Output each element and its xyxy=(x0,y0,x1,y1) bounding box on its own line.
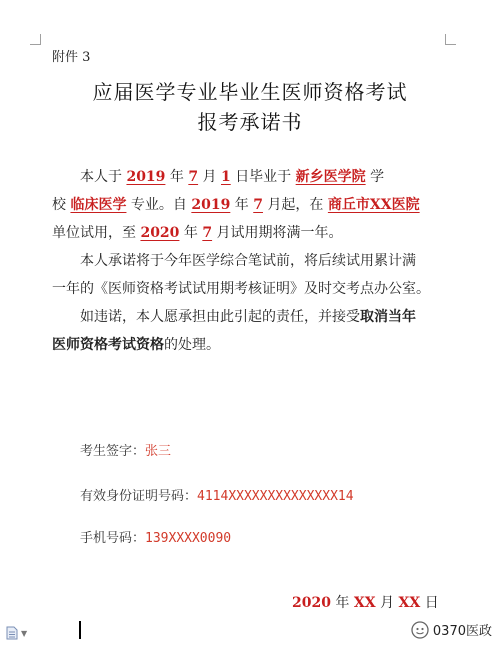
page-icon[interactable] xyxy=(6,626,18,640)
text: 月 xyxy=(380,595,395,611)
signature-name: 张三 xyxy=(145,444,172,459)
graduation-month: 7 xyxy=(188,169,199,185)
emphasis-text: 取消当年 xyxy=(360,309,416,325)
paragraph3-line1 xyxy=(52,306,416,326)
major-name: 临床医学 xyxy=(70,197,127,213)
date-line xyxy=(292,592,439,612)
text: 月起，在 xyxy=(267,197,324,213)
school-name: 新乡医学院 xyxy=(295,169,366,185)
attachment-label: 附件 3 xyxy=(52,50,91,65)
text: 年 xyxy=(169,169,184,185)
text: 本人于 xyxy=(80,169,122,185)
text: 如违诺，本人愿承担由此引起的责任，并接受 xyxy=(80,309,360,325)
text-cursor xyxy=(79,621,81,639)
text: 年 xyxy=(234,197,249,213)
paragraph1-line2 xyxy=(52,194,420,214)
watermark-text: 0370医政 xyxy=(432,624,492,639)
watermark xyxy=(411,620,492,639)
graduation-year: 2019 xyxy=(126,169,166,185)
paragraph1-line3 xyxy=(52,222,343,242)
phone-value: 139XXXX0090 xyxy=(145,531,232,546)
hospital-name: 商丘市XX医院 xyxy=(327,197,420,213)
text: 日 xyxy=(424,595,439,611)
date-month: XX xyxy=(353,595,376,611)
paragraph3-line2 xyxy=(52,334,220,354)
text: 年 xyxy=(335,595,350,611)
text: 日毕业于 xyxy=(235,169,292,185)
phone-label: 手机号码： xyxy=(80,531,146,546)
trial-start-year: 2019 xyxy=(191,197,231,213)
phone-row xyxy=(80,527,231,546)
date-day: XX xyxy=(398,595,421,611)
document-title-line2: 报考承诺书 xyxy=(197,110,303,134)
paragraph1-line1 xyxy=(52,166,384,186)
text: 年 xyxy=(183,225,198,241)
emphasis-text: 医师资格考试资格 xyxy=(52,337,164,353)
trial-start-month: 7 xyxy=(253,197,263,213)
wechat-icon xyxy=(411,621,429,639)
id-number-row xyxy=(80,485,354,504)
signature-label: 考生签字： xyxy=(80,444,146,459)
signature-row xyxy=(80,440,171,459)
document-title-line1: 应届医学专业毕业生医师资格考试 xyxy=(92,80,408,104)
id-number-value: 4114XXXXXXXXXXXXXX14 xyxy=(197,489,354,504)
text: 的处理。 xyxy=(164,337,220,353)
chevron-down-icon[interactable]: ▼ xyxy=(21,629,28,638)
paragraph2-line1: 本人承诺将于今年医学综合笔试前，将后续试用累计满 xyxy=(80,253,416,269)
page-corner-mark-right xyxy=(445,34,456,45)
paragraph2-line2: 一年的《医师资格考试试用期考核证明》及时交考点办公室。 xyxy=(52,281,430,297)
text: 月试用期将满一年。 xyxy=(216,225,343,241)
text: 学 xyxy=(370,169,385,185)
text: 单位试用，至 xyxy=(52,225,136,241)
graduation-day: 1 xyxy=(220,169,231,185)
text: 月 xyxy=(202,169,217,185)
trial-end-month: 7 xyxy=(202,225,213,241)
trial-end-year: 2020 xyxy=(140,225,180,241)
text: 校 xyxy=(52,197,66,213)
id-number-label: 有效身份证明号码： xyxy=(80,489,198,504)
text: 专业。自 xyxy=(130,197,187,213)
date-year: 2020 xyxy=(292,595,331,611)
page-corner-mark-left xyxy=(30,34,41,45)
